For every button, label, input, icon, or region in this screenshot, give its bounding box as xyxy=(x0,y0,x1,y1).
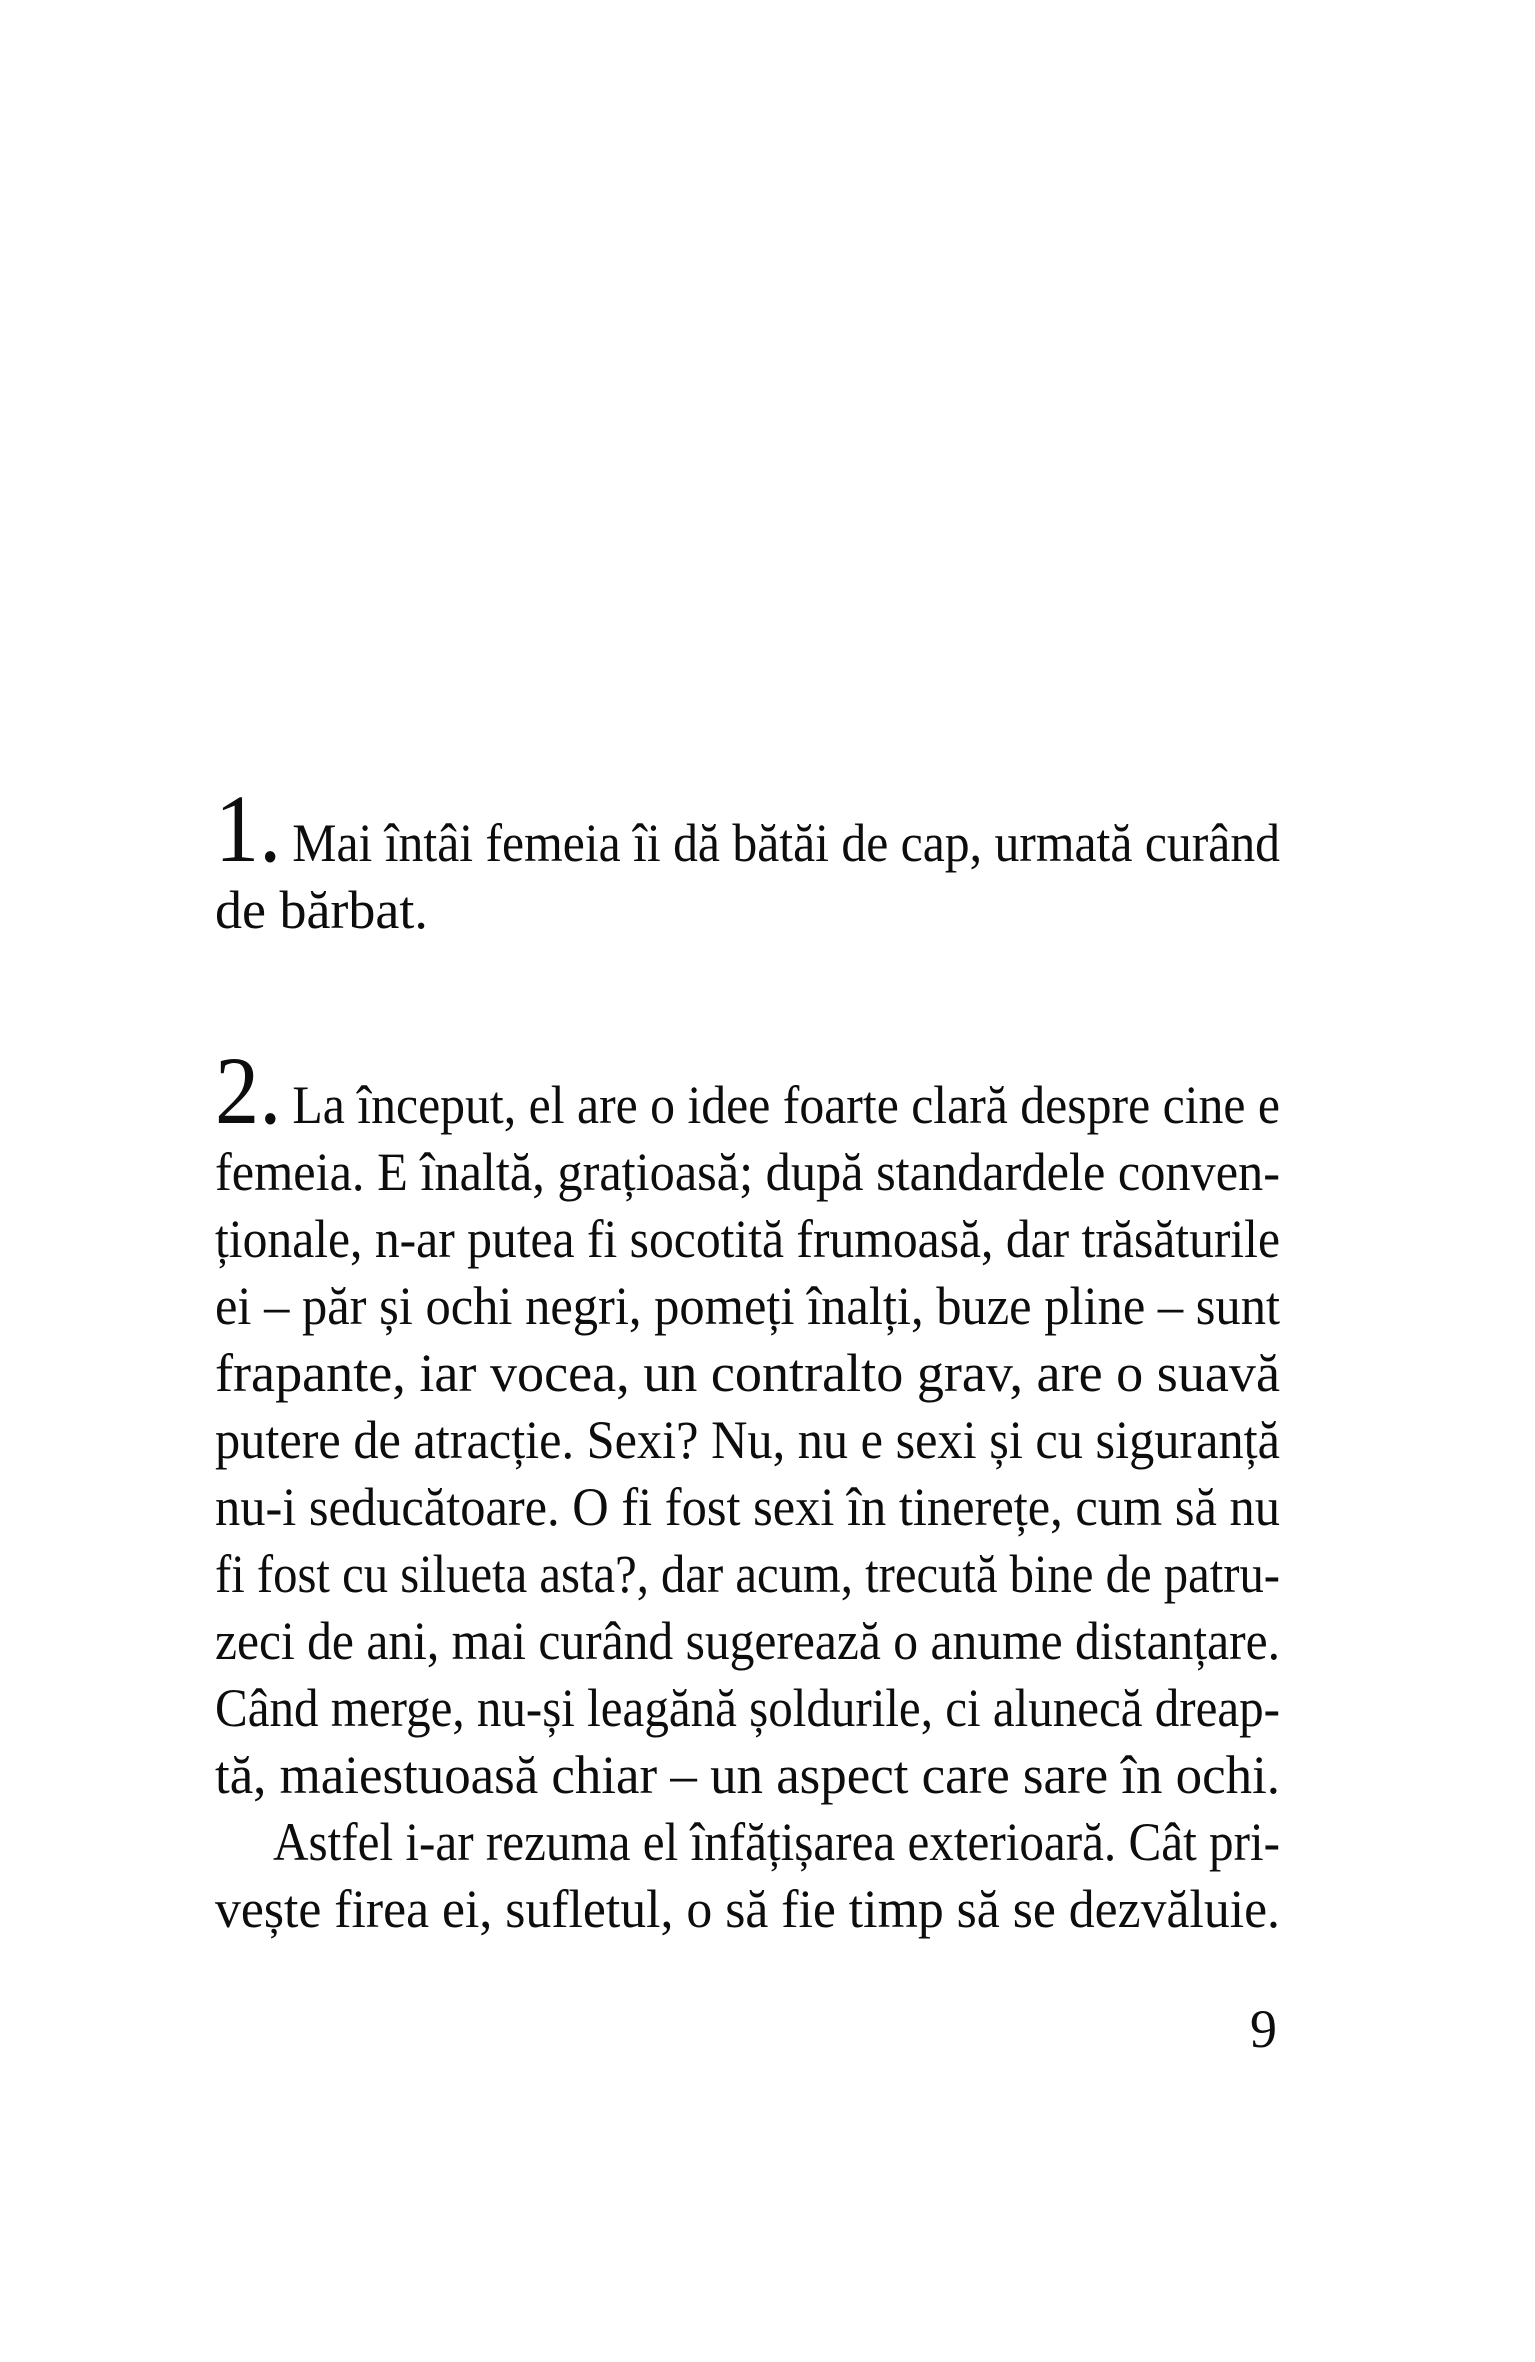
paragraph-1 xyxy=(215,775,1280,944)
text-line xyxy=(215,1876,1280,1943)
text-line-content: Când merge, nu-și leagănă șoldurile, ci alunecă dreap- xyxy=(215,1678,1280,1738)
text-line xyxy=(215,1037,1280,1144)
text-line-content: ei – păr și ochi negri, pomeți înalți, buze pline – sunt xyxy=(215,1276,1280,1336)
text-line xyxy=(215,1273,1280,1340)
page-number: 9 xyxy=(1250,1999,1277,2059)
section-number: 1. xyxy=(215,775,282,882)
text-block xyxy=(215,775,1280,1943)
text-line-content: tă, maiestuoasă chiar – un aspect care sare în ochi. xyxy=(215,1745,1280,1805)
text-line xyxy=(215,775,1280,882)
text-line-content: fi fost cu silueta asta?, dar acum, trecută bine de patru- xyxy=(215,1544,1280,1604)
text-line xyxy=(215,1206,1280,1273)
text-line xyxy=(215,877,1280,944)
text-line-content: frapante, iar vocea, un contralto grav, are o suavă xyxy=(215,1343,1280,1403)
text-line-content: zeci de ani, mai curând sugerează o anume distanțare. xyxy=(215,1611,1280,1671)
text-line xyxy=(215,1474,1280,1541)
text-line xyxy=(215,1541,1280,1608)
text-line xyxy=(215,1139,1280,1206)
text-line-content: 2. La început, el are o idee foarte clară despre cine e xyxy=(215,1037,1280,1144)
text-line xyxy=(215,1742,1280,1809)
text-line xyxy=(215,1407,1280,1474)
text-line-content: vește firea ei, sufletul, o să fie timp să se dezvăluie. xyxy=(215,1879,1280,1939)
paragraph-3 xyxy=(215,1809,1280,1943)
text-line-content: femeia. E înaltă, grațioasă; după standardele conven- xyxy=(215,1142,1280,1202)
text-line-content: nu-i seducătoare. O fi fost sexi în tinerețe, cum să nu xyxy=(215,1477,1280,1537)
text-line-content: de bărbat. xyxy=(215,880,428,940)
text-line xyxy=(215,1809,1280,1876)
text-line-content: Astfel i-ar rezuma el înfățișarea exterioară. Cât pri- xyxy=(273,1812,1280,1872)
section-number: 2. xyxy=(215,1037,282,1144)
text-line xyxy=(215,1608,1280,1675)
text-line xyxy=(215,1675,1280,1742)
text-line xyxy=(215,1340,1280,1407)
text-line-content: putere de atracție. Sexi? Nu, nu e sexi și cu siguranță xyxy=(215,1410,1280,1470)
paragraph-2 xyxy=(215,1037,1280,1809)
text-line-content: 1. Mai întâi femeia îi dă bătăi de cap, urmată curând xyxy=(215,775,1280,882)
text-line-content: ționale, n-ar putea fi socotită frumoasă, dar trăsăturile xyxy=(215,1209,1280,1269)
